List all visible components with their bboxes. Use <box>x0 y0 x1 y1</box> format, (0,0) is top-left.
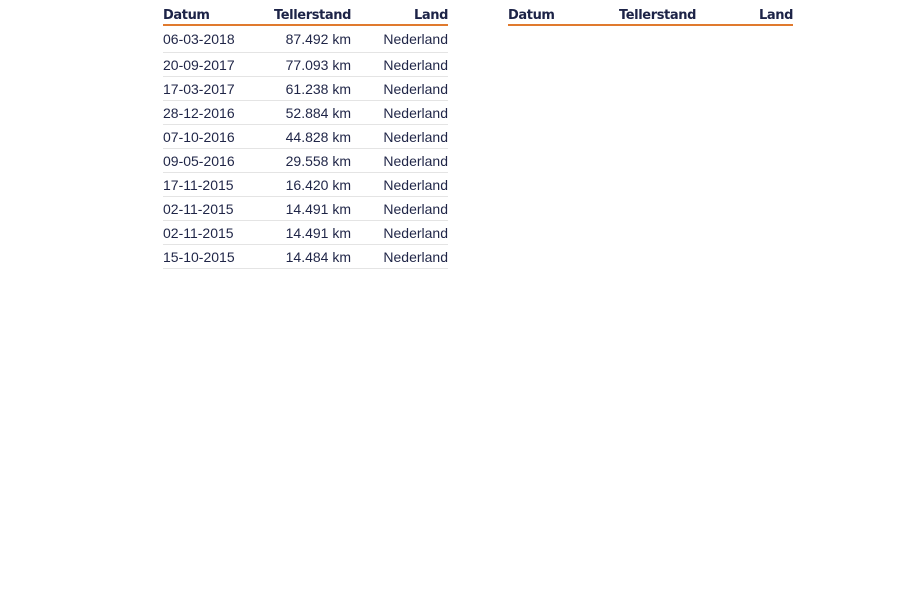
column-header-date: Datum <box>508 8 608 25</box>
column-header-country: Land <box>696 8 793 25</box>
table-body-left <box>163 25 448 269</box>
column-header-country: Land <box>351 8 448 25</box>
table-row <box>163 53 448 77</box>
column-header-odometer: Tellerstand <box>608 8 696 25</box>
table-row <box>163 173 448 197</box>
table-row <box>163 125 448 149</box>
cell-date: 28-12-2016 <box>163 101 263 125</box>
cell-odometer: 87.492 km <box>263 25 351 53</box>
column-header-odometer: Tellerstand <box>263 8 351 25</box>
table-body-right <box>508 25 793 268</box>
cell-date: 15-10-2015 <box>163 245 263 269</box>
odometer-history <box>163 8 793 269</box>
cell-date: 17-03-2017 <box>163 77 263 101</box>
cell-odometer: 14.491 km <box>263 221 351 245</box>
cell-odometer: 14.491 km <box>263 197 351 221</box>
table-header-row <box>163 8 448 25</box>
cell-country: Nederland <box>351 173 448 197</box>
cell-odometer: 29.558 km <box>263 149 351 173</box>
column-header-date: Datum <box>163 8 263 25</box>
table-row <box>163 245 448 269</box>
cell-odometer: 77.093 km <box>263 53 351 77</box>
cell-date: 06-03-2018 <box>163 25 263 53</box>
cell-odometer: 52.884 km <box>263 101 351 125</box>
cell-country: Nederland <box>351 25 448 53</box>
cell-odometer: 61.238 km <box>263 77 351 101</box>
cell-date: 09-05-2016 <box>163 149 263 173</box>
table-row <box>163 197 448 221</box>
cell-date: 02-11-2015 <box>163 197 263 221</box>
table-row <box>163 101 448 125</box>
cell-country: Nederland <box>351 77 448 101</box>
cell-odometer: 16.420 km <box>263 173 351 197</box>
table-row <box>163 77 448 101</box>
table-header-row <box>508 8 793 25</box>
cell-date: 02-11-2015 <box>163 221 263 245</box>
table-row <box>163 221 448 245</box>
cell-country: Nederland <box>351 101 448 125</box>
cell-date: 17-11-2015 <box>163 173 263 197</box>
cell-odometer: 14.484 km <box>263 245 351 269</box>
cell-country: Nederland <box>351 53 448 77</box>
cell-country: Nederland <box>351 197 448 221</box>
cell-odometer: 44.828 km <box>263 125 351 149</box>
cell-country: Nederland <box>351 125 448 149</box>
cell-country: Nederland <box>351 245 448 269</box>
odometer-table-right <box>508 8 793 269</box>
cell-date: 07-10-2016 <box>163 125 263 149</box>
cell-country: Nederland <box>351 149 448 173</box>
cell-country: Nederland <box>351 221 448 245</box>
table-row <box>163 25 448 53</box>
odometer-table-left <box>163 8 448 269</box>
cell-date: 20-09-2017 <box>163 53 263 77</box>
table-row <box>163 149 448 173</box>
